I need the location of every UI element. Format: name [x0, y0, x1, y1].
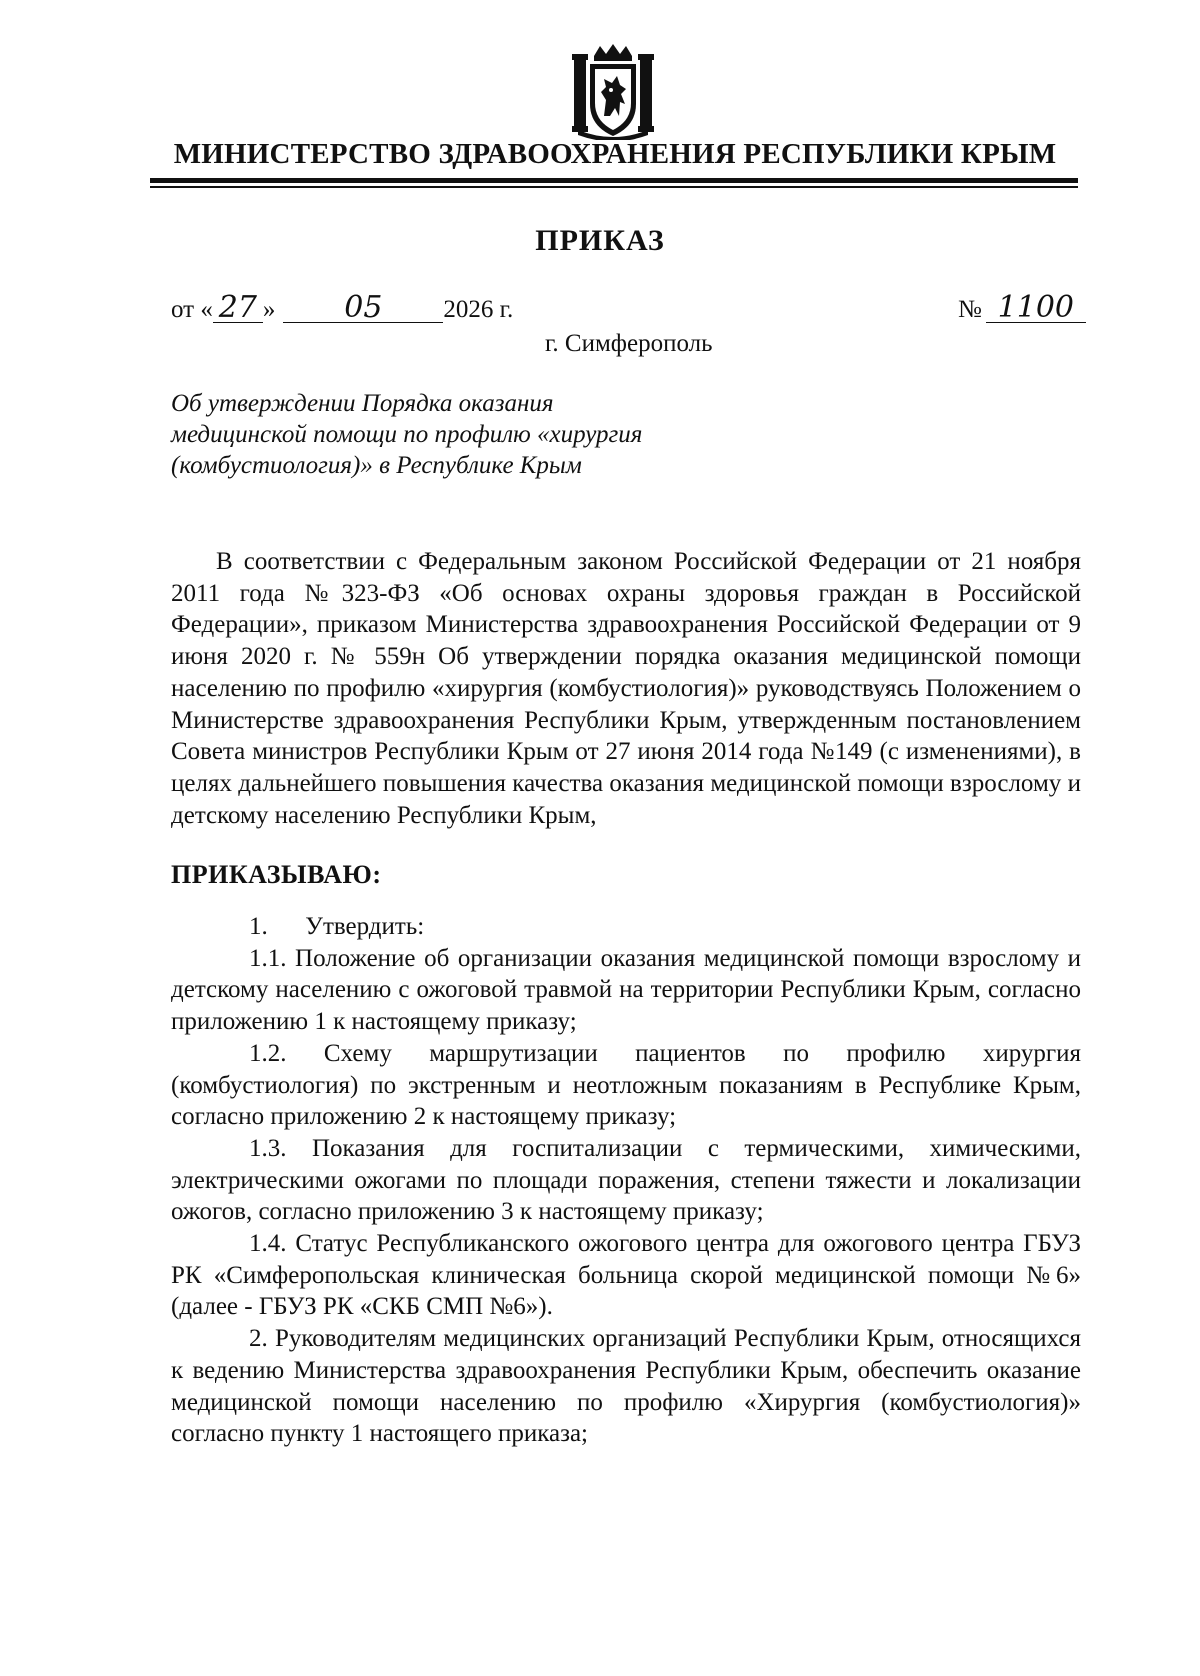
date-month-field: [283, 290, 443, 325]
coat-of-arms-icon: [570, 42, 656, 140]
date-mid: »: [262, 296, 276, 323]
date-month: 05: [344, 290, 383, 325]
header-rule-thin: [150, 186, 1078, 188]
date-prefix: от «: [171, 296, 213, 323]
subject-line: медицинской помощи по профилю «хирургия: [171, 421, 643, 448]
order-subject: [171, 388, 642, 481]
order-item: 1.2. Схему маршрутизации пациентов по профилю хирургия (комбустиология) по экстренным и неотложным показаниям в Республике Крым, согласно приложению 2 к настоящему приказу;: [171, 1039, 1081, 1131]
order-number: [958, 290, 1086, 325]
date-year: 2026 г.: [443, 296, 514, 323]
order-item: 1.4. Статус Республиканского ожогового центра для ожогового центра ГБУЗ РК «Симферопольская клиническая больница скорой медицинской помощи №6» (далее - ГБУЗ РК «СКБ СМП №6»).: [171, 1230, 1081, 1321]
header-rule-thick: [150, 178, 1078, 183]
number-field: [986, 290, 1086, 325]
order-item: 1. Утвердить:: [249, 913, 425, 941]
subject-line: Об утверждении Порядка оказания: [171, 390, 554, 417]
order-item: 2. Руководителям медицинских организаций Республики Крым, относящихся к ведению Министерства здравоохранения Республики Крым, обеспечить оказание медицинской помощи населению по профилю «Хирургия (комбустиология)» согласно пункту 1 настоящего приказа;: [171, 1325, 1081, 1448]
ministry-name: МИНИСТЕРСТВО ЗДРАВООХРАНЕНИЯ РЕСПУБЛИКИ КРЫМ: [173, 138, 1057, 170]
number-value: 1100: [997, 290, 1075, 325]
subject-line: (комбустиология)» в Республике Крым: [171, 452, 582, 479]
number-prefix: №: [958, 296, 982, 323]
date-day-field: [213, 290, 263, 325]
order-item: 1.1. Положение об организации оказания медицинской помощи взрослому и детскому населению с ожоговой травмой на территории Республики Крым, согласно приложению 1 к настоящему приказу;: [171, 944, 1081, 1036]
document-body: [171, 546, 1081, 1450]
city: г. Симферополь: [545, 330, 713, 357]
date-day: 27: [218, 290, 257, 325]
directive-heading: ПРИКАЗЫВАЮ:: [171, 860, 382, 890]
order-date: [171, 290, 513, 325]
document-title: ПРИКАЗ: [535, 224, 665, 257]
order-item: 1.3. Показания для госпитализации с термическими, химическими, электрическими ожогами по площади поражения, степени тяжести и локализации ожогов, согласно приложению 3 к настоящему приказу;: [171, 1134, 1081, 1226]
preamble-paragraph: В соответствии с Федеральным законом Российской Федерации от 21 ноября 2011 года №323-ФЗ «Об основах охраны здоровья граждан в Российской Федерации», приказом Министерства здравоохранения Российской Федерации от 9 июня 2020 г. № 559н Об утверждении порядка оказания медицинской помощи населению по профилю «хирургия (комбустиология)» руководствуясь Положением о Министерстве здравоохранения Республики Крым, утвержденным постановлением Совета министров Республики Крым от 27 июня 2014 года №149 (с изменениями), в целях дальнейшего повышения качества оказания медицинской помощи взрослому и детскому населению Республики Крым,: [171, 548, 1081, 829]
